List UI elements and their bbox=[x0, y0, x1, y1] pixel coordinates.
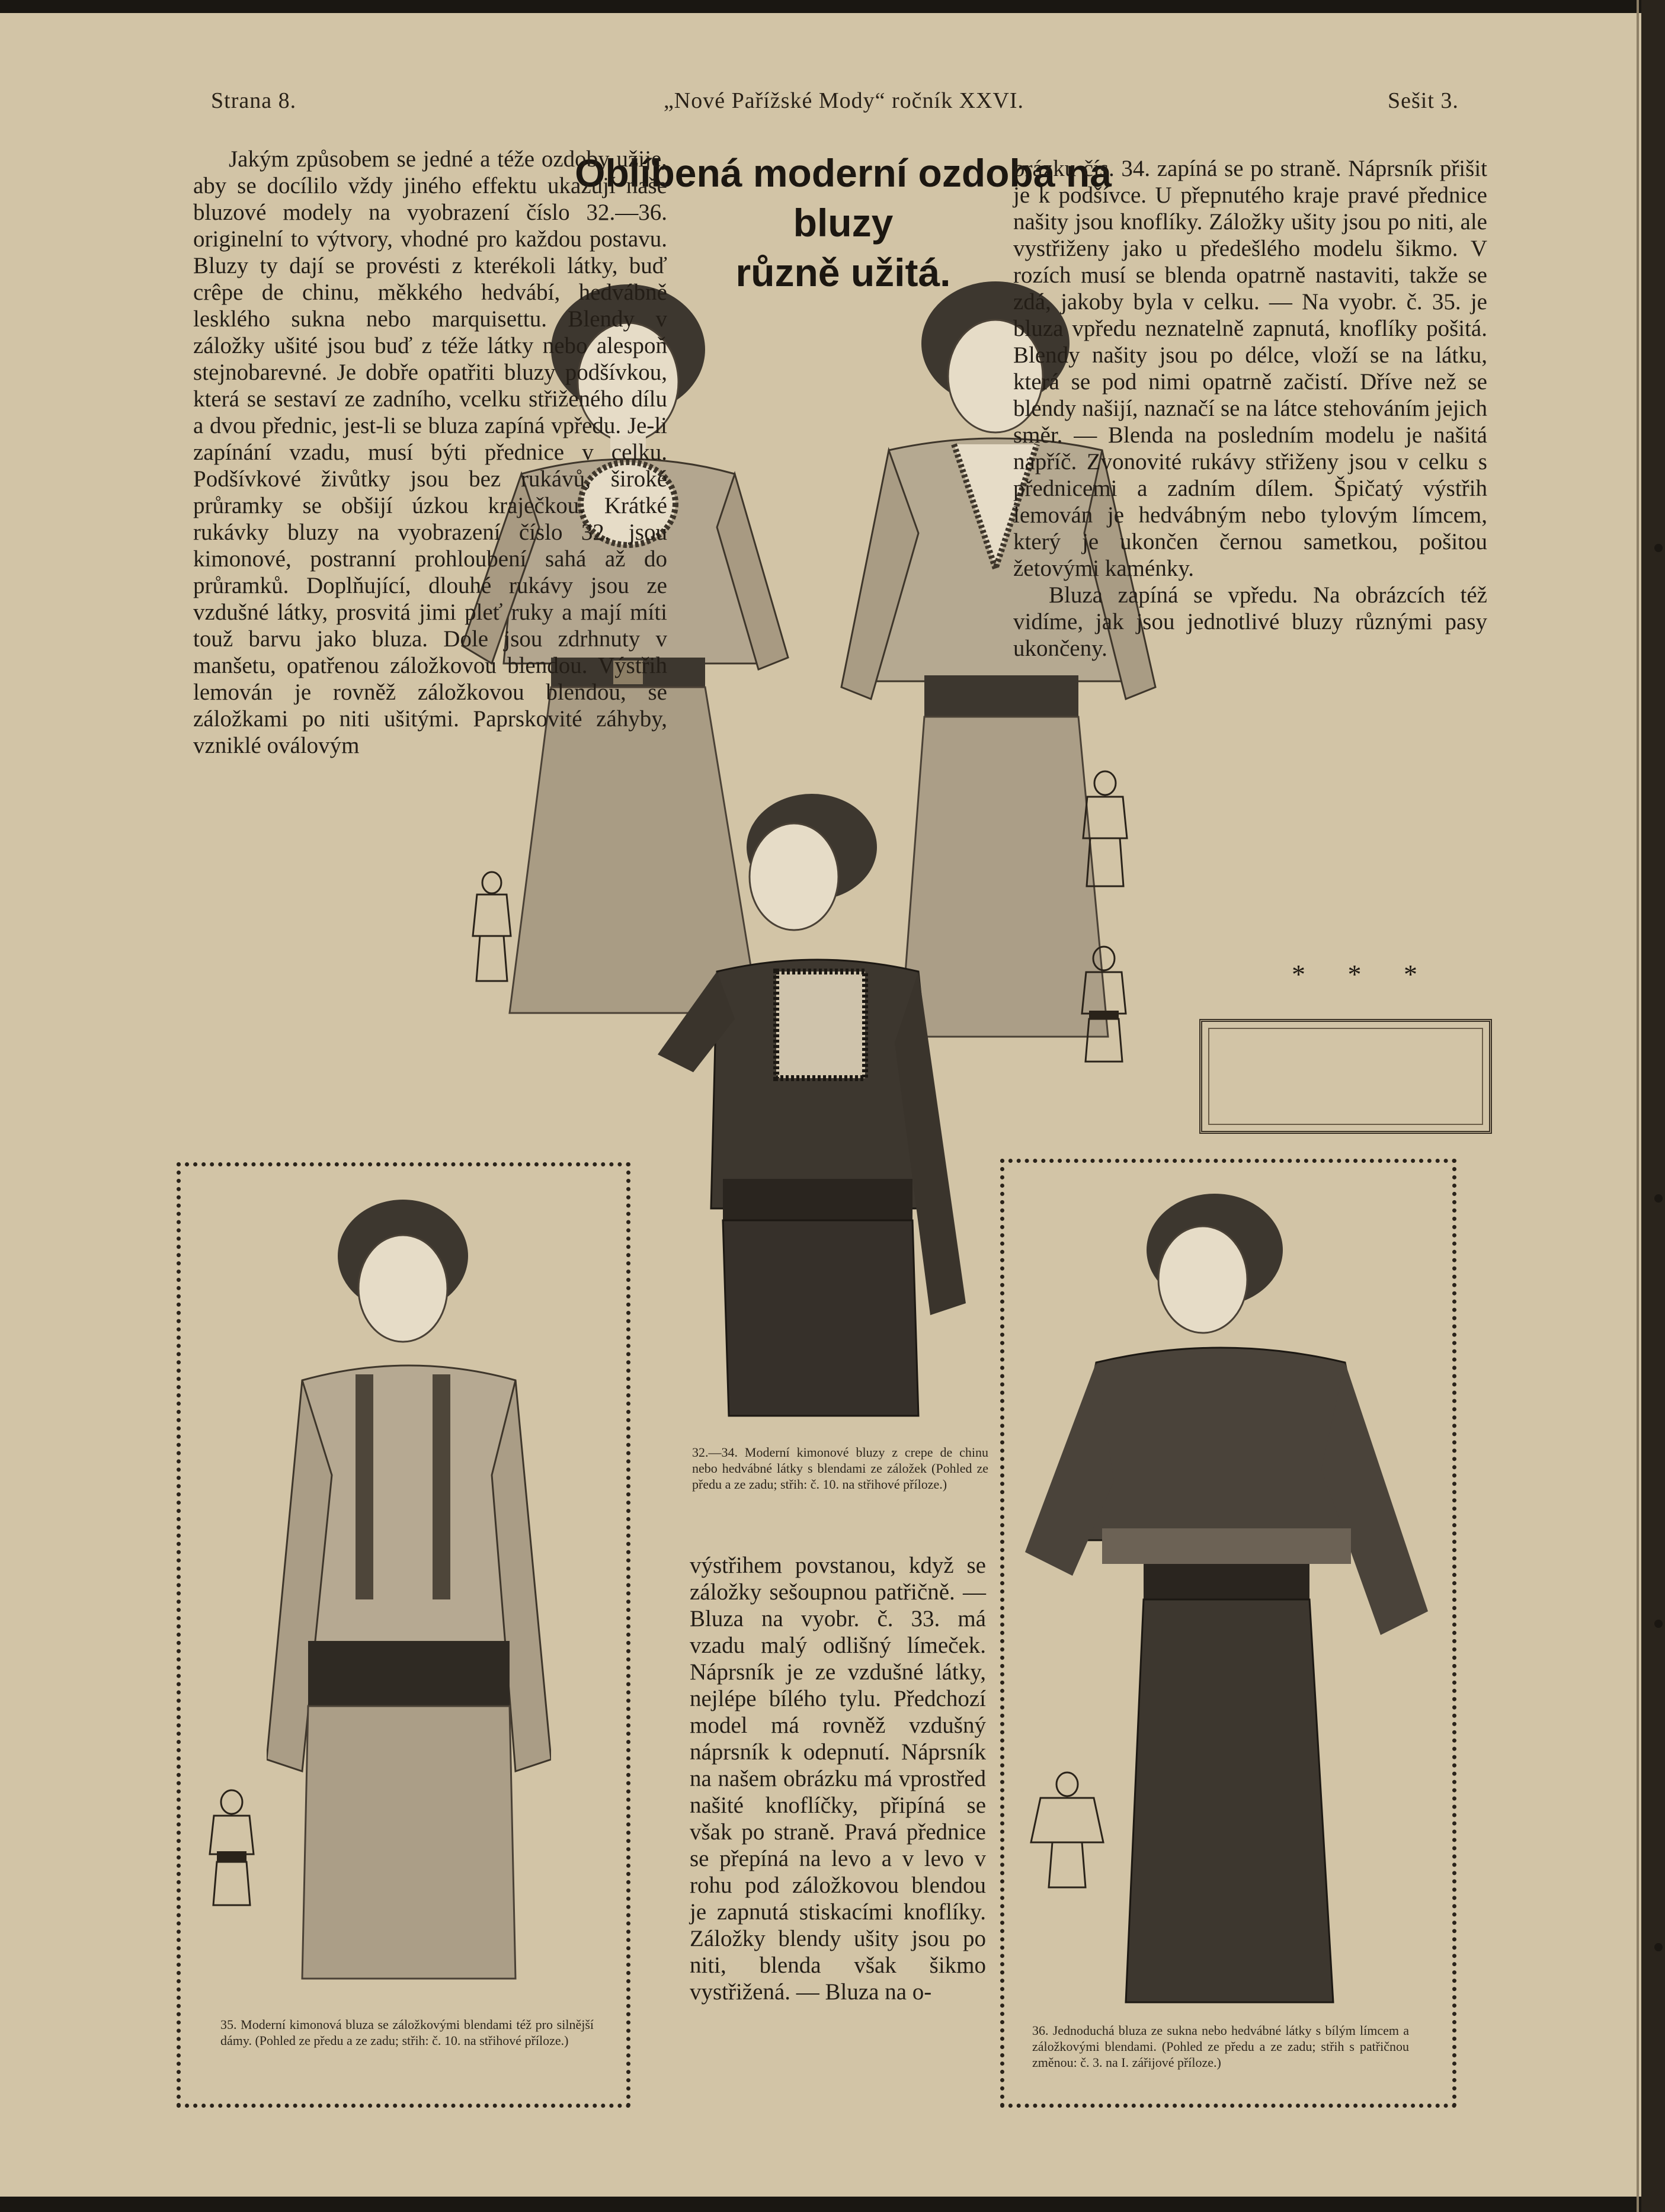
paragraph: brázku čís. 34. zapíná se po straně. Náprsník přišit je k podšívce. U přepnutého kraje pravé přednice našity jsou knoflíky. Záložky ušity jsou po niti, ale vystřiženy jako u předešlého modelu šikmo. V rozích musí se blenda opatrně nastaviti, takže se zdá, jakoby byla v celku. — Na vyobr. č. 35. je bluza vpředu neznatelně zapnutá, knoflíky pošitá. Blendy našity jsou po délce, vloží se na látku, která se pod nimi opatrně začistí. Dříve než se blendy našijí, naznačí se na látce stehováním jejich směr. — Blenda na posledním modelu je našitá napříč. Zvonovité rukávy střiženy jsou v celku s přednicemi a zadním dílem. Špičatý výstřih lemován je hedvábným nebo tylovým límcem, který je ukončen černou sametkou, pošitou žetovými kaménky. bbox=[1013, 156, 1487, 581]
back-view-sketch-32 bbox=[468, 871, 515, 983]
text-column-left bbox=[193, 146, 667, 759]
back-view-sketch-34 bbox=[1077, 945, 1131, 1064]
paragraph: Jakým způsobem se jedné a téže ozdoby užije, aby se docílilo vždy jiného effektu ukazují naše bluzové modely na vyobrazení číslo 32.—36. originelní to výtvory, vhodné pro každou postavu. Bluzy ty dají se provésti z kterékoli látky, buď crêpe de chinu, měkkého hedvábí, hedvábně lesklého sukna nebo marquisettu. Blendy v záložky ušité jsou buď z téže látky nebo alespoň stejnobarevné. Je dobře opatřiti bluzy podšívkou, která se sestaví ze zadního, vcelku střiženého dílu a dvou přednic, jest-li se bluza zapíná vpředu. Je-li zapínání vzadu, musí býti přednice v celku. Podšívkové živůtky jsou bez rukávů, široké průramky se obšijí úzkou kraječkou. Krátké rukávky bluzy na vyobrazení číslo 32. jsou kimonové, postranní prohloubení sahá až do průramků. Doplňující, dlouhé rukávy jsou ze vzdušné látky, prosvitá jimi pleť ruky a mají míti touž barvu jako bluza. Dole jsou zdrhnuty v manšetu, opatřenou záložkovou blendou. Výstřih lemován je rovněž záložkovou blendou, se záložkami po niti ušitými. Paprskovité záhyby, vzniklé oválovým bbox=[193, 146, 667, 758]
text-column-right bbox=[1013, 155, 1487, 662]
scan-edge-line bbox=[1637, 0, 1639, 2212]
title-line-1: Oblíbená moderní ozdoba na bluzy bbox=[575, 151, 1112, 245]
edge-dot bbox=[1654, 1943, 1663, 1951]
caption-figure-35: 35. Moderní kimonová bluza se záložkovými blendami též pro silnější dámy. (Pohled ze předu a ze zadu; střih: č. 10. na střihové příloze.) bbox=[220, 2017, 594, 2048]
empty-ornament-box bbox=[1199, 1019, 1492, 1134]
paragraph: výstřihem povstanou, když se záložky sešoupnou patřičně. — Bluza na vyobr. č. 33. má vzadu malý odlišný límeček. Náprsník je ze vzdušné látky, nejlépe bílého tylu. Předchozí model má rovněž vzdušný náprsník k odepnutí. Náprsník na našem obrázku má vprostřed našité knoflíčky, připíná se však po straně. Pravá přednice se přepíná na levo a v levo v rohu pod záložkovou blendou je zapnutá stiskacími knoflíky. Záložky blendy ušity jsou po niti, blenda však šikmo vystřižená. — Bluza na o- bbox=[690, 1553, 986, 2005]
caption-figure-36: 36. Jednoduchá bluza ze sukna nebo hedvábné látky s bílým límcem a záložkovými blendami. (Pohled ze předu a ze zadu; střih s patřičnou změnou: č. 3. na I. zářijové příloze.) bbox=[1032, 2023, 1409, 2070]
section-separator-stars: * * * bbox=[1292, 959, 1435, 989]
title-line-2: různě užitá. bbox=[735, 251, 951, 294]
scan-border-right bbox=[1641, 0, 1665, 2212]
illustration-blouse-34 bbox=[634, 794, 1001, 1422]
running-header: „Nové Pařížské Mody“ ročník XXVI. bbox=[663, 88, 1024, 113]
page-number: Strana 8. bbox=[211, 88, 297, 113]
back-view-sketch-33 bbox=[1078, 770, 1132, 889]
edge-dot bbox=[1654, 1620, 1663, 1628]
paragraph: Bluza zapíná se vpředu. Na obrázcích též vidíme, jak jsou jednotlivé bluzy různými pasy ukončeny. bbox=[1013, 582, 1487, 661]
text-column-middle bbox=[690, 1552, 986, 2005]
back-view-sketch-35 bbox=[205, 1789, 258, 1908]
issue-number: Sešit 3. bbox=[1388, 88, 1459, 113]
caption-figures-32-34: 32.—34. Moderní kimonové bluzy z crepe de chinu nebo hedvábné látky s blendami ze záložek (Pohled ze předu a ze zadu; střih: č. 10. na střihové příloze.) bbox=[692, 1445, 988, 1492]
illustration-blouse-36 bbox=[1025, 1185, 1428, 2008]
edge-dot bbox=[1654, 1194, 1663, 1203]
edge-dot bbox=[1654, 544, 1663, 552]
illustration-blouse-35 bbox=[267, 1191, 551, 1985]
